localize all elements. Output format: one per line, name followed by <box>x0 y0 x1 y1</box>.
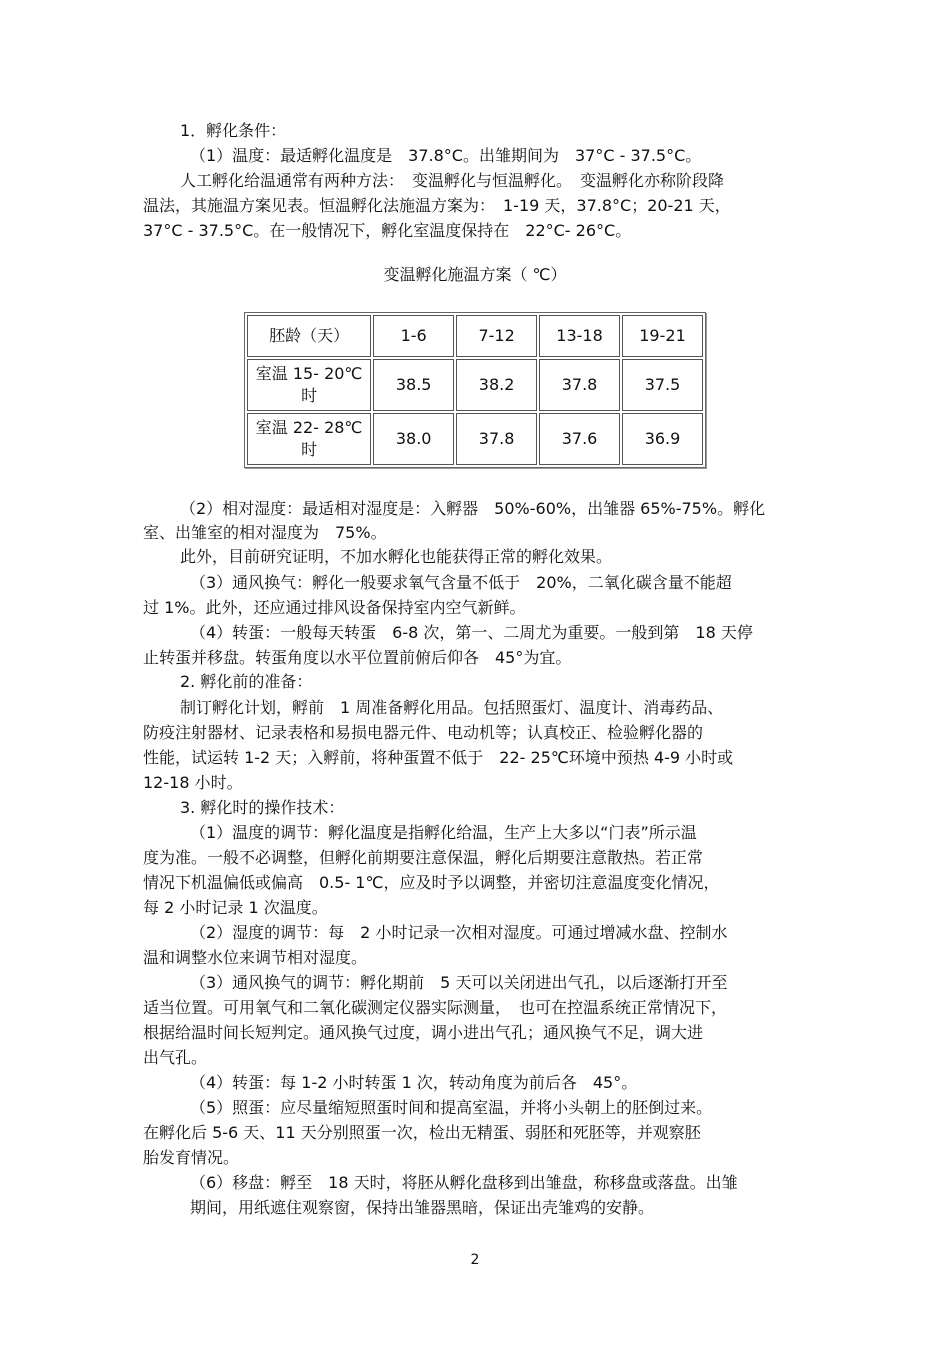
temperature-schedule-table <box>244 312 706 468</box>
table-cell: 38.5 <box>373 359 454 411</box>
row-label-line: 室温 22- 28℃ <box>255 418 363 437</box>
paragraph-line: 情况下机温偏低或偏高 0.5- 1℃，应及时予以调整，并密切注意温度变化情况， <box>143 873 720 892</box>
table-cell: 37.5 <box>622 359 703 411</box>
row-label-line: 室温 15- 20℃ <box>255 364 363 383</box>
paragraph-line: （3）通风换气：孵化一般要求氧气含量不低于 20%，二氧化碳含量不能超 <box>190 573 732 592</box>
paragraph-line: 在孵化后 5-6 天、11 天分别照蛋一次，检出无精蛋、弱胚和死胚等，并观察胚 <box>143 1123 701 1142</box>
paragraph-line: （4）转蛋：一般每天转蛋 6-8 次，第一、二周尤为重要。一般到第 18 天停 <box>190 623 753 642</box>
paragraph-line: 室、出雏室的相对湿度为 75%。 <box>143 523 387 542</box>
table-cell: 36.9 <box>622 413 703 465</box>
paragraph-line: 性能，试运转 1-2 天；入孵前，将种蛋置不低于 22- 25℃环境中预热 4-9 小时或 <box>143 748 734 767</box>
paragraph-line: 适当位置。可用氧气和二氧化碳测定仪器实际测量， 也可在控温系统正常情况下， <box>143 998 728 1017</box>
paragraph-line: 过 1%。此外，还应通过排风设备保持室内空气新鲜。 <box>143 598 526 617</box>
paragraph-line: （5）照蛋：应尽量缩短照蛋时间和提高室温，并将小头朝上的胚倒过来。 <box>190 1098 713 1117</box>
paragraph-line: 每 2 小时记录 1 次温度。 <box>143 898 328 917</box>
row-label-line: 时 <box>301 440 318 459</box>
table-cell: 37.8 <box>456 413 537 465</box>
paragraph-line: 度为准。一般不必调整，但孵化前期要注意保温，孵化后期要注意散热。若正常 <box>143 848 704 867</box>
table-cell: 38.0 <box>373 413 454 465</box>
paragraph-line: 12-18 小时。 <box>143 773 243 792</box>
row-label-line: 时 <box>301 386 318 405</box>
paragraph-line: （4）转蛋：每 1-2 小时转蛋 1 次，转动角度为前后各 45°。 <box>190 1073 638 1092</box>
paragraph-line: （2）相对湿度：最适相对湿度是：入孵器 50%-60%，出雏器 65%-75%。孵化 <box>180 499 766 518</box>
table-row <box>247 413 703 465</box>
paragraph-line: （6）移盘：孵至 18 天时，将胚从孵化盘移到出雏盘，称移盘或落盘。出雏 <box>190 1173 738 1192</box>
paragraph-line: 此外，目前研究证明，不加水孵化也能获得正常的孵化效果。 <box>180 547 613 566</box>
table-cell: 37.8 <box>539 359 620 411</box>
table-row-label <box>247 413 371 465</box>
page-number: 2 <box>470 1252 480 1268</box>
table-header-cell: 胚龄（天） <box>247 315 371 357</box>
paragraph-line: （1）温度：最适孵化温度是 37.8°C。出雏期间为 37°C - 37.5°C。 <box>190 146 702 165</box>
paragraph-line: 期间，用纸遮住观察窗，保持出雏器黑暗，保证出壳雏鸡的安静。 <box>190 1198 655 1217</box>
table-header-row <box>247 315 703 357</box>
paragraph-line: （1）温度的调节：孵化温度是指孵化给温，生产上大多以“门表”所示温 <box>190 823 697 842</box>
paragraph-line: 根据给温时间长短判定。通风换气过度，调小进出气孔；通风换气不足，调大进 <box>143 1023 704 1042</box>
paragraph-line: 出气孔。 <box>143 1048 208 1067</box>
section-heading: 2. 孵化前的准备： <box>180 672 313 691</box>
section-heading: 3. 孵化时的操作技术： <box>180 798 345 817</box>
paragraph-line: 止转蛋并移盘。转蛋角度以水平位置前俯后仰各 45°为宜。 <box>143 648 572 667</box>
heading-hatching-conditions: 1．孵化条件： <box>180 121 287 140</box>
table-cell: 37.6 <box>539 413 620 465</box>
table-row <box>247 359 703 411</box>
table-header-cell: 19-21 <box>622 315 703 357</box>
table-row-label <box>247 359 371 411</box>
table-header-cell: 1-6 <box>373 315 454 357</box>
paragraph-line: （2）湿度的调节：每 2 小时记录一次相对湿度。可通过增减水盘、控制水 <box>190 923 728 942</box>
paragraph-line: （3）通风换气的调节：孵化期前 5 天可以关闭进出气孔，以后逐渐打开至 <box>190 973 728 992</box>
paragraph-line: 温法，其施温方案见表。恒温孵化法施温方案为： 1-19 天，37.8°C；20-21 天， <box>143 196 731 215</box>
paragraph-line: 防疫注射器材、记录表格和易损电器元件、电动机等；认真校正、检验孵化器的 <box>143 723 704 742</box>
table-cell: 38.2 <box>456 359 537 411</box>
paragraph-line: 制订孵化计划，孵前 1 周准备孵化用品。包括照蛋灯、温度计、消毒药品、 <box>180 698 724 717</box>
paragraph-line: 37°C - 37.5°C。在一般情况下，孵化室温度保持在 22°C- 26°C。 <box>143 221 632 240</box>
table-caption: 变温孵化施温方案（ ℃） <box>383 265 567 284</box>
paragraph-line: 人工孵化给温通常有两种方法： 变温孵化与恒温孵化。 变温孵化亦称阶段降 <box>180 171 725 190</box>
table-header-cell: 13-18 <box>539 315 620 357</box>
paragraph-line: 胎发育情况。 <box>143 1148 240 1167</box>
table-header-cell: 7-12 <box>456 315 537 357</box>
paragraph-line: 温和调整水位来调节相对湿度。 <box>143 948 368 967</box>
